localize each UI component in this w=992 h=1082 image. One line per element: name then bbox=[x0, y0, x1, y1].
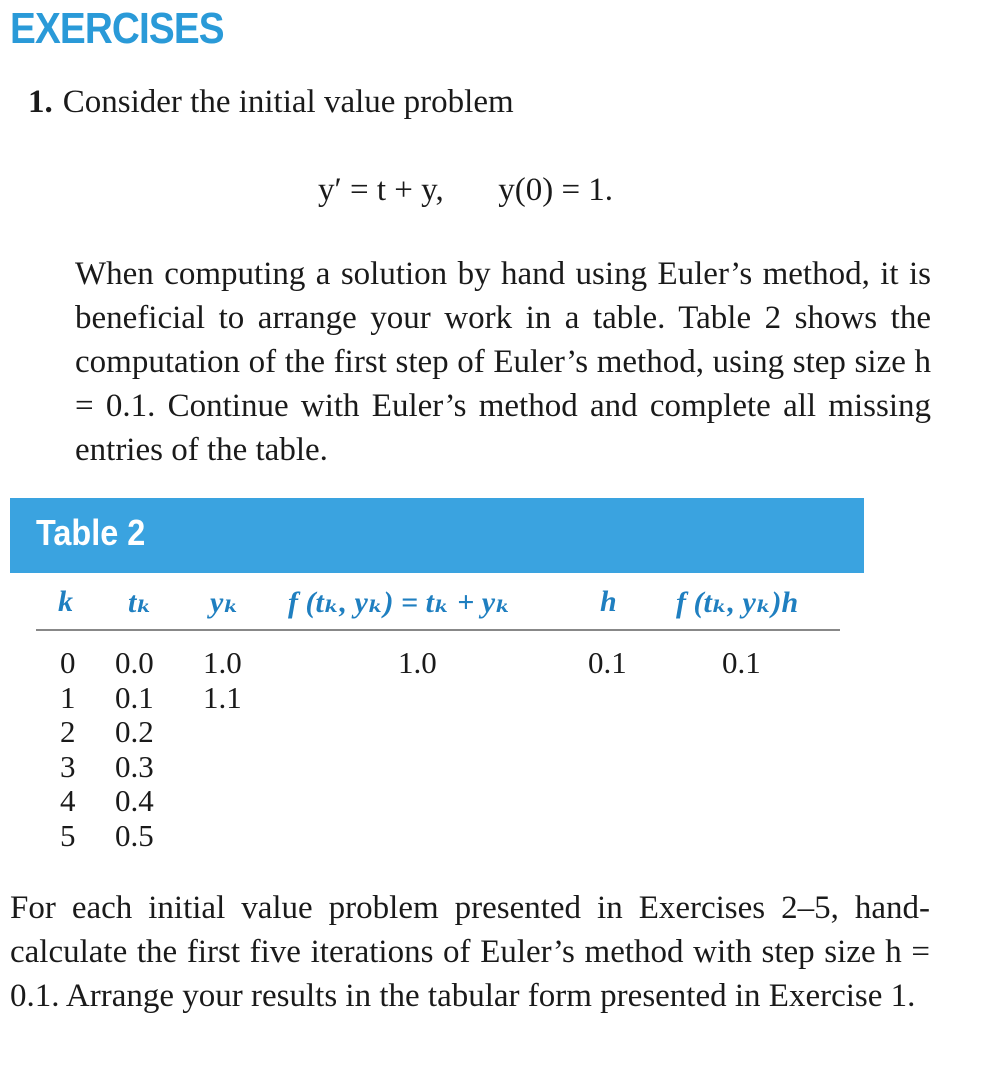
equation-initial-condition: y(0) = 1. bbox=[498, 172, 614, 208]
cell-k-row-3: 3 bbox=[60, 748, 76, 784]
cell-k-row-5: 5 bbox=[60, 817, 76, 853]
cell-k-row-1: 1 bbox=[60, 679, 76, 715]
equation-ode: y′ = t + y, bbox=[318, 172, 444, 208]
cell-k-row-0: 0 bbox=[60, 645, 76, 680]
cell-fh-row-0: 0.1 bbox=[722, 645, 761, 680]
cell-t-row-1: 0.1 bbox=[115, 679, 154, 715]
exercises-2-5-instructions: For each initial value problem presented in Exercises 2–5, hand-calculate the first five iterations of Euler’s method with step size h = 0.1. Arrange your results in the tabular form presented in Exercise 1. bbox=[10, 890, 930, 1014]
table-title: Table 2 bbox=[36, 512, 146, 553]
header-k: k bbox=[58, 585, 73, 618]
header-yk: yₖ bbox=[210, 586, 240, 619]
cell-t-row-4: 0.4 bbox=[115, 783, 154, 818]
cell-f-row-0: 1.0 bbox=[398, 645, 437, 680]
exercise-prompt-text: Consider the initial value problem bbox=[62, 84, 514, 120]
cell-t-row-3: 0.3 bbox=[115, 748, 154, 784]
cell-t-row-2: 0.2 bbox=[115, 714, 154, 749]
exercise-1-prompt bbox=[28, 84, 514, 121]
cell-h-row-0: 0.1 bbox=[588, 645, 627, 680]
header-fh: f (tₖ, yₖ)h bbox=[676, 586, 799, 619]
header-f: f (tₖ, yₖ) = tₖ + yₖ bbox=[288, 586, 511, 619]
cell-y-row-0: 1.0 bbox=[203, 645, 242, 680]
exercise-1-paragraph: When computing a solution by hand using Euler’s method, it is beneficial to arrange your work in a table. Table 2 shows the computation of the first step of Euler’s method, using step size h = 0.1. Continue with Euler’s method and complete all missing entries of the table. bbox=[75, 256, 931, 468]
exercise-number: 1. bbox=[28, 84, 53, 120]
cell-y-row-1: 1.1 bbox=[203, 679, 242, 715]
cell-k-row-4: 4 bbox=[60, 783, 76, 818]
differential-equation bbox=[318, 172, 613, 209]
header-h: h bbox=[600, 585, 617, 618]
cell-t-row-0: 0.0 bbox=[115, 645, 154, 680]
header-tk: tₖ bbox=[128, 586, 153, 619]
table-header-rule bbox=[36, 629, 840, 631]
section-heading: EXERCISES bbox=[10, 4, 224, 53]
cell-t-row-5: 0.5 bbox=[115, 817, 154, 853]
table-title-banner bbox=[10, 498, 864, 573]
cell-k-row-2: 2 bbox=[60, 714, 76, 749]
